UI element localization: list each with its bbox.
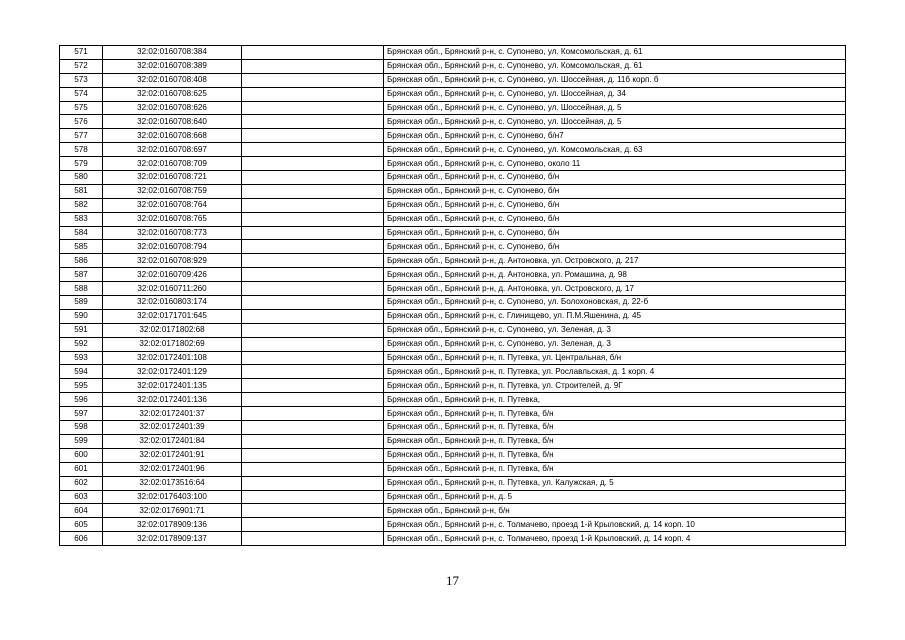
table-row bbox=[60, 143, 846, 157]
address-cell: Брянская обл., Брянский р-н, п. Путевка, б/н bbox=[384, 462, 846, 476]
row-number-cell: 579 bbox=[60, 157, 103, 171]
cadastral-number-cell: 32:02:0160708:697 bbox=[103, 143, 242, 157]
cadastral-number-cell: 32:02:0160708:929 bbox=[103, 254, 242, 268]
address-cell: Брянская обл., Брянский р-н, п. Путевка, б/н bbox=[384, 434, 846, 448]
cadastral-number-cell: 32:02:0160708:668 bbox=[103, 129, 242, 143]
table-row bbox=[60, 518, 846, 532]
table-row bbox=[60, 129, 846, 143]
table-row bbox=[60, 296, 846, 310]
table-row bbox=[60, 226, 846, 240]
cadastral-number-cell: 32:02:0160708:389 bbox=[103, 59, 242, 73]
table-row bbox=[60, 504, 846, 518]
table-row bbox=[60, 46, 846, 60]
address-cell: Брянская обл., Брянский р-н, с. Супонево, ул. Шоссейная, д. 34 bbox=[384, 87, 846, 101]
empty-cell bbox=[242, 532, 384, 546]
table-row bbox=[60, 379, 846, 393]
table-row bbox=[60, 59, 846, 73]
table-row bbox=[60, 282, 846, 296]
row-number-cell: 605 bbox=[60, 518, 103, 532]
cadastral-number-cell: 32:02:0172401:108 bbox=[103, 351, 242, 365]
address-cell: Брянская обл., Брянский р-н, с. Супонево, б/н bbox=[384, 171, 846, 185]
address-cell: Брянская обл., Брянский р-н, с. Толмачево, проезд 1-й Крыловский, д. 14 корп. 4 bbox=[384, 532, 846, 546]
table-row bbox=[60, 157, 846, 171]
row-number-cell: 596 bbox=[60, 393, 103, 407]
table-row bbox=[60, 171, 846, 185]
cadastral-number-cell: 32:02:0171701:645 bbox=[103, 309, 242, 323]
empty-cell bbox=[242, 171, 384, 185]
table-row bbox=[60, 240, 846, 254]
table-row bbox=[60, 323, 846, 337]
address-cell: Брянская обл., Брянский р-н, с. Супонево, б/н bbox=[384, 198, 846, 212]
row-number-cell: 595 bbox=[60, 379, 103, 393]
row-number-cell: 597 bbox=[60, 407, 103, 421]
row-number-cell: 594 bbox=[60, 365, 103, 379]
table-row bbox=[60, 462, 846, 476]
row-number-cell: 571 bbox=[60, 46, 103, 60]
empty-cell bbox=[242, 518, 384, 532]
cadastral-number-cell: 32:02:0160708:764 bbox=[103, 198, 242, 212]
row-number-cell: 572 bbox=[60, 59, 103, 73]
empty-cell bbox=[242, 296, 384, 310]
row-number-cell: 603 bbox=[60, 490, 103, 504]
cadastral-number-cell: 32:02:0160803:174 bbox=[103, 296, 242, 310]
empty-cell bbox=[242, 309, 384, 323]
registry-table-body bbox=[60, 46, 846, 546]
row-number-cell: 576 bbox=[60, 115, 103, 129]
table-row bbox=[60, 268, 846, 282]
page-number: 17 bbox=[446, 573, 459, 588]
empty-cell bbox=[242, 184, 384, 198]
empty-cell bbox=[242, 351, 384, 365]
address-cell: Брянская обл., Брянский р-н, с. Супонево, ул. Шоссейная, д. 5 bbox=[384, 101, 846, 115]
empty-cell bbox=[242, 59, 384, 73]
address-cell: Брянская обл., Брянский р-н, п. Путевка, б/н bbox=[384, 421, 846, 435]
cadastral-number-cell: 32:02:0176403:100 bbox=[103, 490, 242, 504]
row-number-cell: 593 bbox=[60, 351, 103, 365]
address-cell: Брянская обл., Брянский р-н, п. Путевка, б/н bbox=[384, 448, 846, 462]
empty-cell bbox=[242, 157, 384, 171]
table-row bbox=[60, 476, 846, 490]
empty-cell bbox=[242, 282, 384, 296]
row-number-cell: 574 bbox=[60, 87, 103, 101]
empty-cell bbox=[242, 393, 384, 407]
row-number-cell: 577 bbox=[60, 129, 103, 143]
row-number-cell: 587 bbox=[60, 268, 103, 282]
address-cell: Брянская обл., Брянский р-н, с. Толмачево, проезд 1-й Крыловский, д. 14 корп. 10 bbox=[384, 518, 846, 532]
address-cell: Брянская обл., Брянский р-н, с. Супонево, ул. Болохоновская, д. 22-б bbox=[384, 296, 846, 310]
empty-cell bbox=[242, 46, 384, 60]
row-number-cell: 582 bbox=[60, 198, 103, 212]
address-cell: Брянская обл., Брянский р-н, с. Супонево, б/н7 bbox=[384, 129, 846, 143]
empty-cell bbox=[242, 504, 384, 518]
row-number-cell: 590 bbox=[60, 309, 103, 323]
cadastral-number-cell: 32:02:0172401:39 bbox=[103, 421, 242, 435]
row-number-cell: 600 bbox=[60, 448, 103, 462]
cadastral-number-cell: 32:02:0176901:71 bbox=[103, 504, 242, 518]
cadastral-number-cell: 32:02:0172401:91 bbox=[103, 448, 242, 462]
address-cell: Брянская обл., Брянский р-н, с. Супонево, ул. Комсомольская, д. 61 bbox=[384, 46, 846, 60]
empty-cell bbox=[242, 240, 384, 254]
table-row bbox=[60, 532, 846, 546]
table-row bbox=[60, 198, 846, 212]
address-cell: Брянская обл., Брянский р-н, п. Путевка, ул. Калужская, д. 5 bbox=[384, 476, 846, 490]
address-cell: Брянская обл., Брянский р-н, д. Антоновка, ул. Островского, д. 17 bbox=[384, 282, 846, 296]
table-row bbox=[60, 421, 846, 435]
address-cell: Брянская обл., Брянский р-н, с. Супонево, б/н bbox=[384, 184, 846, 198]
table-row bbox=[60, 337, 846, 351]
row-number-cell: 602 bbox=[60, 476, 103, 490]
table-row bbox=[60, 393, 846, 407]
address-cell: Брянская обл., Брянский р-н, с. Супонево, ул. Шоссейная, д. 11б корп. б bbox=[384, 73, 846, 87]
cadastral-number-cell: 32:02:0172401:84 bbox=[103, 434, 242, 448]
empty-cell bbox=[242, 323, 384, 337]
row-number-cell: 583 bbox=[60, 212, 103, 226]
row-number-cell: 604 bbox=[60, 504, 103, 518]
row-number-cell: 599 bbox=[60, 434, 103, 448]
address-cell: Брянская обл., Брянский р-н, с. Супонево, ул. Комсомольская, д. 63 bbox=[384, 143, 846, 157]
cadastral-number-cell: 32:02:0160708:759 bbox=[103, 184, 242, 198]
cadastral-number-cell: 32:02:0160711:260 bbox=[103, 282, 242, 296]
address-cell: Брянская обл., Брянский р-н, с. Супонево, ул. Шоссейная, д. 5 bbox=[384, 115, 846, 129]
row-number-cell: 591 bbox=[60, 323, 103, 337]
row-number-cell: 598 bbox=[60, 421, 103, 435]
table-row bbox=[60, 490, 846, 504]
address-cell: Брянская обл., Брянский р-н, п. Путевка, bbox=[384, 393, 846, 407]
table-row bbox=[60, 73, 846, 87]
empty-cell bbox=[242, 490, 384, 504]
address-cell: Брянская обл., Брянский р-н, с. Супонево, ул. Зеленая, д. 3 bbox=[384, 323, 846, 337]
empty-cell bbox=[242, 462, 384, 476]
empty-cell bbox=[242, 448, 384, 462]
table-row bbox=[60, 87, 846, 101]
empty-cell bbox=[242, 379, 384, 393]
cadastral-number-cell: 32:02:0172401:136 bbox=[103, 393, 242, 407]
empty-cell bbox=[242, 87, 384, 101]
empty-cell bbox=[242, 421, 384, 435]
row-number-cell: 578 bbox=[60, 143, 103, 157]
empty-cell bbox=[242, 407, 384, 421]
address-cell: Брянская обл., Брянский р-н, с. Супонево, ул. Зеленая, д. 3 bbox=[384, 337, 846, 351]
cadastral-number-cell: 32:02:0160709:426 bbox=[103, 268, 242, 282]
empty-cell bbox=[242, 212, 384, 226]
empty-cell bbox=[242, 115, 384, 129]
empty-cell bbox=[242, 476, 384, 490]
table-row bbox=[60, 365, 846, 379]
empty-cell bbox=[242, 73, 384, 87]
property-registry-table bbox=[59, 45, 846, 546]
address-cell: Брянская обл., Брянский р-н, с. Супонево, б/н bbox=[384, 212, 846, 226]
cadastral-number-cell: 32:02:0160708:384 bbox=[103, 46, 242, 60]
address-cell: Брянская обл., Брянский р-н, д. Антоновка, ул. Островского, д. 217 bbox=[384, 254, 846, 268]
address-cell: Брянская обл., Брянский р-н, п. Путевка, ул. Рославльская, д. 1 корп. 4 bbox=[384, 365, 846, 379]
table-row bbox=[60, 407, 846, 421]
empty-cell bbox=[242, 198, 384, 212]
cadastral-number-cell: 32:02:0172401:37 bbox=[103, 407, 242, 421]
row-number-cell: 573 bbox=[60, 73, 103, 87]
empty-cell bbox=[242, 337, 384, 351]
cadastral-number-cell: 32:02:0172401:96 bbox=[103, 462, 242, 476]
cadastral-number-cell: 32:02:0172401:129 bbox=[103, 365, 242, 379]
row-number-cell: 589 bbox=[60, 296, 103, 310]
cadastral-number-cell: 32:02:0171802:69 bbox=[103, 337, 242, 351]
address-cell: Брянская обл., Брянский р-н, с. Супонево, около 11 bbox=[384, 157, 846, 171]
table-row bbox=[60, 309, 846, 323]
address-cell: Брянская обл., Брянский р-н, п. Путевка, ул. Строителей, д. 9Г bbox=[384, 379, 846, 393]
table-row bbox=[60, 212, 846, 226]
empty-cell bbox=[242, 226, 384, 240]
table-row bbox=[60, 351, 846, 365]
empty-cell bbox=[242, 434, 384, 448]
cadastral-number-cell: 32:02:0178909:136 bbox=[103, 518, 242, 532]
row-number-cell: 606 bbox=[60, 532, 103, 546]
table-row bbox=[60, 434, 846, 448]
cadastral-number-cell: 32:02:0160708:709 bbox=[103, 157, 242, 171]
table-row bbox=[60, 184, 846, 198]
cadastral-number-cell: 32:02:0171802:68 bbox=[103, 323, 242, 337]
empty-cell bbox=[242, 365, 384, 379]
table-row bbox=[60, 101, 846, 115]
address-cell: Брянская обл., Брянский р-н, с. Супонево, б/н bbox=[384, 226, 846, 240]
row-number-cell: 592 bbox=[60, 337, 103, 351]
row-number-cell: 586 bbox=[60, 254, 103, 268]
cadastral-number-cell: 32:02:0160708:408 bbox=[103, 73, 242, 87]
row-number-cell: 575 bbox=[60, 101, 103, 115]
address-cell: Брянская обл., Брянский р-н, д. 5 bbox=[384, 490, 846, 504]
row-number-cell: 601 bbox=[60, 462, 103, 476]
address-cell: Брянская обл., Брянский р-н, д. Антоновка, ул. Ромашина, д. 98 bbox=[384, 268, 846, 282]
cadastral-number-cell: 32:02:0178909:137 bbox=[103, 532, 242, 546]
address-cell: Брянская обл., Брянский р-н, с. Супонево, ул. Комсомольская, д. 61 bbox=[384, 59, 846, 73]
cadastral-number-cell: 32:02:0160708:640 bbox=[103, 115, 242, 129]
address-cell: Брянская обл., Брянский р-н, п. Путевка, б/н bbox=[384, 407, 846, 421]
empty-cell bbox=[242, 129, 384, 143]
address-cell: Брянская обл., Брянский р-н, с. Глинищево, ул. П.М.Яшенина, д. 45 bbox=[384, 309, 846, 323]
empty-cell bbox=[242, 268, 384, 282]
cadastral-number-cell: 32:02:0160708:625 bbox=[103, 87, 242, 101]
cadastral-number-cell: 32:02:0160708:721 bbox=[103, 171, 242, 185]
cadastral-number-cell: 32:02:0160708:626 bbox=[103, 101, 242, 115]
table-row bbox=[60, 254, 846, 268]
row-number-cell: 580 bbox=[60, 171, 103, 185]
cadastral-number-cell: 32:02:0172401:135 bbox=[103, 379, 242, 393]
row-number-cell: 584 bbox=[60, 226, 103, 240]
address-cell: Брянская обл., Брянский р-н, б/н bbox=[384, 504, 846, 518]
address-cell: Брянская обл., Брянский р-н, п. Путевка, ул. Центральная, б/н bbox=[384, 351, 846, 365]
empty-cell bbox=[242, 143, 384, 157]
cadastral-number-cell: 32:02:0160708:794 bbox=[103, 240, 242, 254]
empty-cell bbox=[242, 254, 384, 268]
cadastral-number-cell: 32:02:0160708:773 bbox=[103, 226, 242, 240]
row-number-cell: 588 bbox=[60, 282, 103, 296]
empty-cell bbox=[242, 101, 384, 115]
table-row bbox=[60, 448, 846, 462]
row-number-cell: 585 bbox=[60, 240, 103, 254]
cadastral-number-cell: 32:02:0173516:64 bbox=[103, 476, 242, 490]
address-cell: Брянская обл., Брянский р-н, с. Супонево, б/н bbox=[384, 240, 846, 254]
cadastral-number-cell: 32:02:0160708:765 bbox=[103, 212, 242, 226]
row-number-cell: 581 bbox=[60, 184, 103, 198]
table-row bbox=[60, 115, 846, 129]
